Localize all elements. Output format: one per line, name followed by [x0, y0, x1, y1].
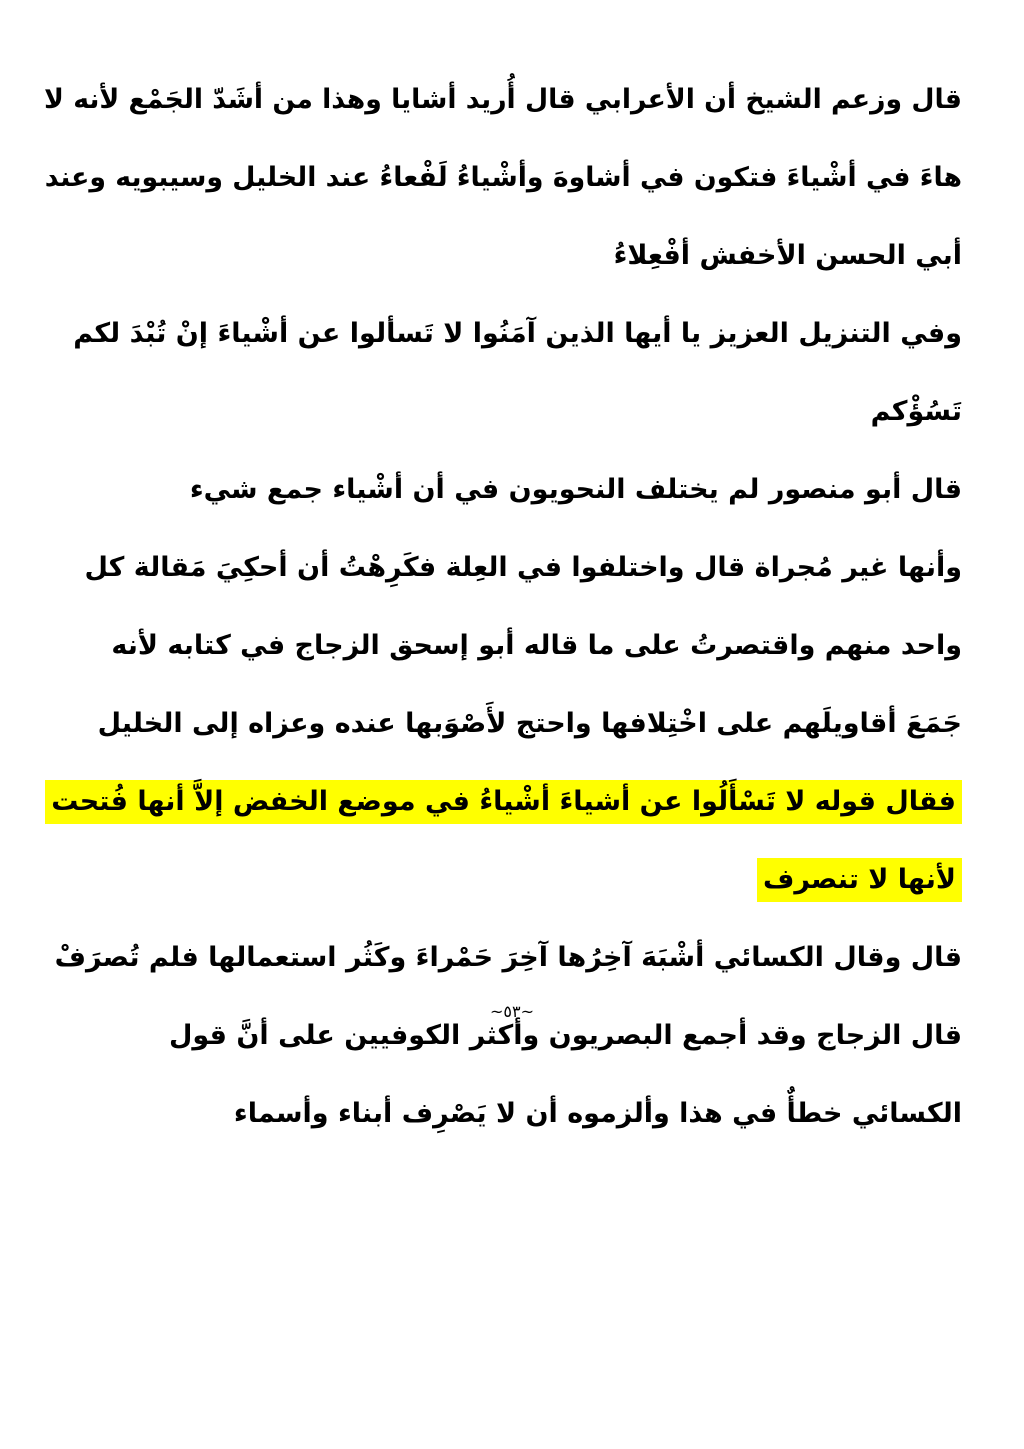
text-line-2 [40, 138, 984, 216]
highlighted-text: فقال قوله لا تَسْأَلُوا عن أشياءَ أشْياءُ في موضع الخفض إلاَّ أنها فُتحت [45, 780, 962, 824]
text-line-4 [40, 294, 984, 372]
text-line-11 [40, 840, 984, 918]
text-line-5 [40, 372, 984, 450]
line-text: قال أبو منصور لم يختلف النحويون في أن أشْياء جمع شيء [189, 473, 962, 505]
page-number: ~٥٣~ [490, 1002, 534, 1021]
text-line-3 [40, 216, 984, 294]
text-body [40, 60, 984, 1152]
text-line-12 [40, 918, 984, 996]
line-text: وفي التنزيل العزيز يا أيها الذين آمَنُوا لا تَسألوا عن أشْياءَ إنْ تُبْدَ لكم [73, 317, 962, 349]
line-text: أبي الحسن الأخفش أفْعِلاءُ [613, 239, 962, 271]
line-text: واحد منهم واقتصرتُ على ما قاله أبو إسحق الزجاج في كتابه لأنه [111, 629, 962, 661]
line-text: تَسُؤْكم [870, 395, 962, 427]
text-line-10 [40, 762, 984, 840]
line-text: الكسائي خطأٌ في هذا وألزموه أن لا يَصْرِف أبناء وأسماء [233, 1097, 962, 1129]
line-text: قال وزعم الشيخ أن الأعرابي قال أُريد أشايا وهذا من أشَدّ الجَمْع لأنه لا [44, 83, 962, 115]
line-text: قال وقال الكسائي أشْبَهَ آخِرُها آخِرَ حَمْراءَ وكَثُر استعمالها فلم تُصرَفْ [54, 941, 962, 973]
line-text: وأنها غير مُجراة قال واختلفوا في العِلة فكَرِهْتُ أن أحكِيَ مَقالة كل [84, 551, 962, 583]
text-line-1 [40, 60, 984, 138]
line-text: هاءَ في أشْياءَ فتكون في أشاوهَ وأشْياءُ لَفْعاءُ عند الخليل وسيبويه وعند [44, 161, 962, 193]
text-line-7 [40, 528, 984, 606]
line-text: قال الزجاج وقد أجمع البصريون وأكثر الكوفيين على أنَّ قول [168, 1019, 962, 1051]
highlighted-text: لأنها لا تنصرف [757, 858, 962, 902]
text-line-14 [40, 1074, 984, 1152]
text-line-9 [40, 684, 984, 762]
text-line-8 [40, 606, 984, 684]
line-text: جَمَعَ أقاويلَهم على اخْتِلافها واحتج لأَصْوَبها عنده وعزاه إلى الخليل [97, 707, 962, 739]
text-line-6 [40, 450, 984, 528]
